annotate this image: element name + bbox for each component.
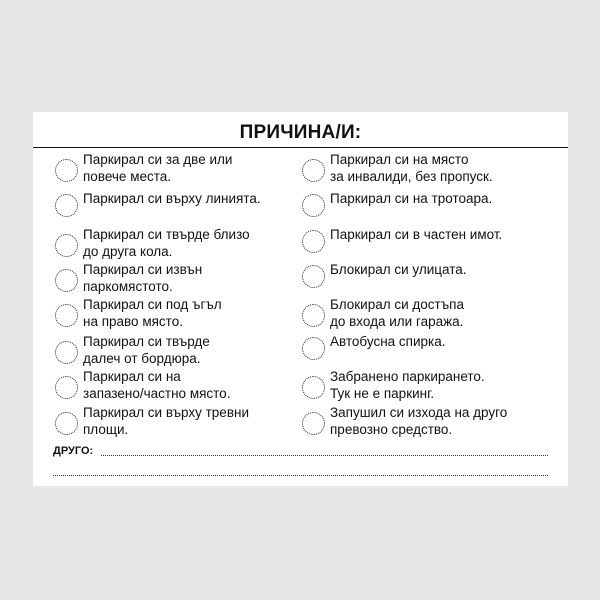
reason-item-left-2[interactable]: [55, 191, 295, 225]
reason-label: Паркирал си на запазено/частно място.: [83, 369, 231, 401]
reason-item-right-2[interactable]: [302, 191, 564, 225]
other-write-in-line[interactable]: [101, 455, 548, 456]
reason-label: Паркирал си в частен имот.: [330, 227, 503, 242]
reason-card: [33, 112, 568, 486]
other-label: ДРУГО:: [53, 445, 94, 457]
reason-item-left-8[interactable]: [55, 405, 295, 439]
reason-label: Паркирал си извън паркомястото.: [83, 262, 203, 294]
checkbox-circle[interactable]: [55, 412, 78, 435]
checkbox-circle[interactable]: [302, 265, 325, 288]
checkbox-circle[interactable]: [55, 194, 78, 217]
reason-item-right-8[interactable]: [302, 405, 564, 439]
checkbox-circle[interactable]: [302, 230, 325, 253]
other-reason-row: [53, 443, 548, 459]
reason-item-right-3[interactable]: [302, 227, 564, 261]
checkbox-circle[interactable]: [55, 304, 78, 327]
reason-label: Паркирал си на тротоара.: [330, 191, 493, 206]
reason-item-right-1[interactable]: [302, 152, 564, 186]
checkbox-circle[interactable]: [302, 337, 325, 360]
reason-label: Паркирал си върху тревни площи.: [83, 405, 249, 437]
reason-item-right-5[interactable]: [302, 297, 564, 331]
reason-label: Паркирал си за две или повече места.: [83, 152, 233, 184]
checkbox-circle[interactable]: [302, 376, 325, 399]
checkbox-circle[interactable]: [55, 159, 78, 182]
reason-item-left-5[interactable]: [55, 297, 295, 331]
reason-item-left-6[interactable]: [55, 334, 295, 368]
reason-label: Паркирал си твърде далеч от бордюра.: [83, 334, 210, 366]
checkbox-circle[interactable]: [55, 269, 78, 292]
reason-label: Запушил си изхода на друго превозно средство.: [330, 405, 508, 437]
reason-label: Паркирал си върху линията.: [83, 191, 261, 206]
reason-label: Паркирал си на място за инвалиди, без пропуск.: [330, 152, 493, 184]
reason-item-left-1[interactable]: [55, 152, 295, 186]
extra-write-in-line[interactable]: [53, 475, 548, 476]
reason-item-right-6[interactable]: [302, 334, 564, 368]
reason-label: Блокирал си улицата.: [330, 262, 467, 277]
reason-item-left-4[interactable]: [55, 262, 295, 296]
reason-item-left-3[interactable]: [55, 227, 295, 261]
checkbox-circle[interactable]: [302, 159, 325, 182]
title-bar: [33, 112, 568, 148]
reason-label: Паркирал си под ъгъл на право място.: [83, 297, 222, 329]
reason-label: Блокирал си достъпа до входа или гаража.: [330, 297, 464, 329]
checkbox-circle[interactable]: [302, 304, 325, 327]
checkbox-circle[interactable]: [302, 194, 325, 217]
card-title: ПРИЧИНА/И:: [239, 122, 362, 143]
reason-item-right-4[interactable]: [302, 262, 564, 296]
checkbox-circle[interactable]: [55, 234, 78, 257]
checkbox-circle[interactable]: [55, 376, 78, 399]
checkbox-circle[interactable]: [302, 412, 325, 435]
reason-label: Автобусна спирка.: [330, 334, 446, 349]
checkbox-circle[interactable]: [55, 341, 78, 364]
reason-item-left-7[interactable]: [55, 369, 295, 403]
reason-item-right-7[interactable]: [302, 369, 564, 403]
reason-label: Забранено паркирането. Тук не е паркинг.: [330, 369, 485, 401]
reason-label: Паркирал си твърде близо до друга кола.: [83, 227, 250, 259]
